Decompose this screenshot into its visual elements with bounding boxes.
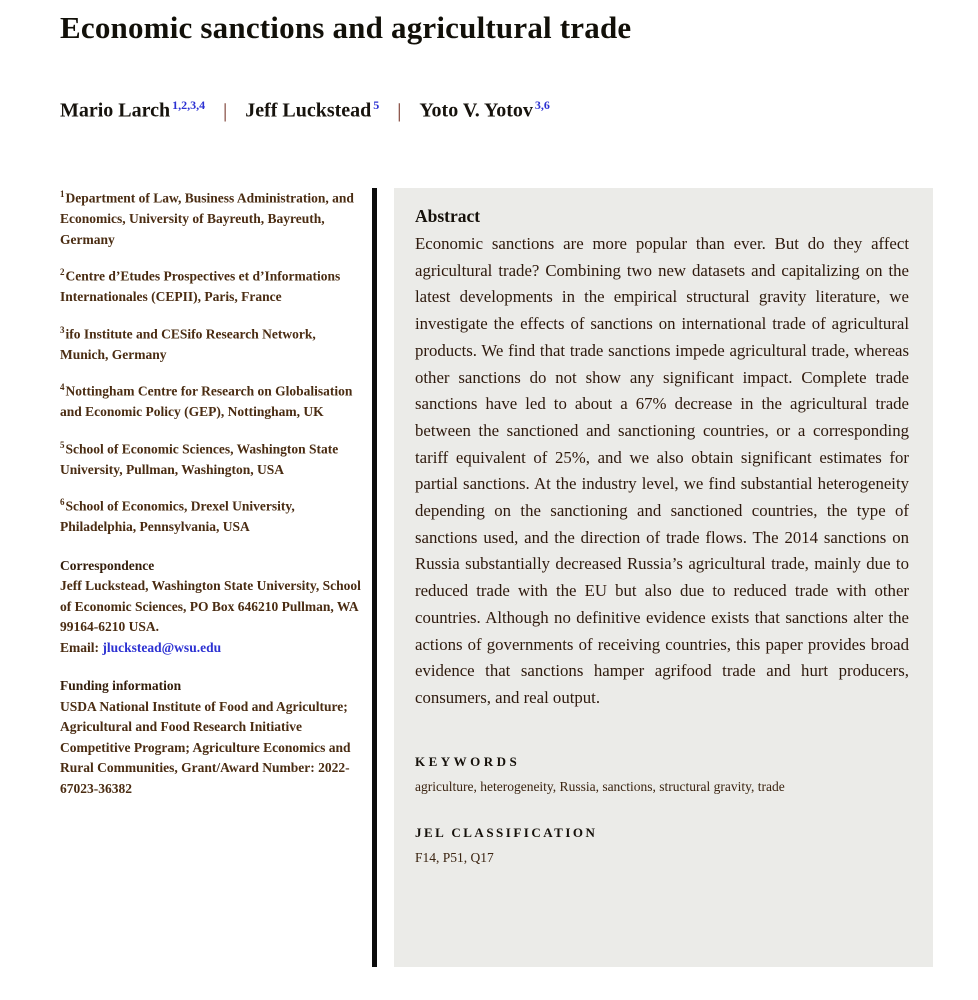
- affiliation-number: 4: [60, 382, 65, 392]
- author-2: [245, 98, 379, 123]
- jel-text: F14, P51, Q17: [415, 849, 494, 865]
- funding-text: USDA National Institute of Food and Agriculture; Agricultural and Food Research Initiative Competitive Program; Agriculture Economics and Rural Communities, Grant/Award Number: 2022-67023-36382: [60, 698, 351, 796]
- funding-heading: Funding information: [60, 678, 182, 693]
- author-separator: |: [397, 99, 402, 122]
- abstract-text: Economic sanctions are more popular than ever. But do they affect agricultural trade? Combining two new datasets and capitalizing on the latest developments in the empirical structural gravity literature, we investigate the effects of sanctions on international trade of agricultural products. We find that trade sanctions impede agricultural trade, whereas other sanctions do not show any significant impact. Complete trade sanctions have led to about a 67% decrease in the agricultural trade between the sanctioned and sanctioning countries, or a corresponding tariff equivalent of 25%, and we also obtain significant estimates for partial sanctions. At the industry level, we find substantial heterogeneity depending on the sanctioning and sanctioned countries, the type of sanctions used, and the direction of trade flows. The 2014 sanctions on Russia substantially decreased Russia’s agricultural trade, mainly due to reduced trade with the EU but also due to reduced trade with other countries. Although no definitive evidence exists that sanctions alter the actions of governments of receiving countries, this paper provides broad evidence that sanctions hamper agrifood trade and hurt producers, consumers, and real output.: [415, 234, 909, 707]
- author-name: Yoto V. Yotov: [419, 99, 533, 122]
- affiliation-2: [60, 262, 362, 308]
- affiliation-5: [60, 435, 362, 481]
- keywords-heading: KEYWORDS: [415, 753, 521, 769]
- affiliation-3: [60, 320, 362, 366]
- affiliation-number: 2: [60, 267, 65, 277]
- column-divider: [372, 188, 377, 967]
- affiliation-text: School of Economic Sciences, Washington State University, Pullman, Washington, USA: [60, 441, 339, 477]
- author-affiliation-superscript: 1,2,3,4: [172, 98, 206, 112]
- jel-heading: JEL CLASSIFICATION: [415, 824, 598, 840]
- affiliation-text: Nottingham Centre for Research on Globalisation and Economic Policy (GEP), Nottingham, UK: [60, 383, 353, 419]
- correspondence-email-line: [60, 638, 362, 659]
- email-link[interactable]: jluckstead@wsu.edu: [102, 639, 222, 655]
- author-name: Mario Larch: [60, 99, 171, 122]
- affiliation-text: Centre d’Etudes Prospectives et d’Informations Internationales (CEPII), Paris, France: [60, 268, 341, 304]
- author-separator: |: [223, 99, 228, 122]
- affiliation-text: School of Economics, Drexel University, Philadelphia, Pennsylvania, USA: [60, 498, 295, 534]
- author-1: [60, 98, 205, 123]
- affiliation-number: 6: [60, 497, 65, 507]
- page-title: Economic sanctions and agricultural trade: [60, 10, 632, 45]
- author-affiliation-superscript: 5: [373, 98, 380, 112]
- left-column: [60, 184, 362, 799]
- abstract-heading: Abstract: [415, 206, 481, 226]
- affiliation-number: 3: [60, 324, 65, 335]
- email-label: Email:: [60, 639, 103, 655]
- affiliation-6: [60, 492, 362, 538]
- correspondence-text: Jeff Luckstead, Washington State University, School of Economic Sciences, PO Box 646210 Pullman, WA 99164-6210 USA.: [60, 578, 361, 634]
- author-affiliation-superscript: 3,6: [534, 98, 550, 112]
- abstract-box: [394, 188, 933, 967]
- affiliation-text: Department of Law, Business Administration, and Economics, University of Bayreuth, Bayreuth, Germany: [60, 190, 354, 247]
- author-name: Jeff Luckstead: [245, 99, 372, 122]
- affiliation-number: 5: [60, 439, 65, 450]
- author-line: [60, 98, 550, 123]
- author-3: [419, 98, 550, 123]
- affiliation-1: [60, 184, 362, 250]
- affiliation-4: [60, 377, 362, 423]
- correspondence-heading: Correspondence: [60, 557, 155, 573]
- affiliation-text: ifo Institute and CESifo Research Network, Munich, Germany: [60, 326, 316, 362]
- keywords-text: agriculture, heterogeneity, Russia, sanctions, structural gravity, trade: [415, 778, 785, 794]
- affiliation-number: 1: [60, 189, 65, 199]
